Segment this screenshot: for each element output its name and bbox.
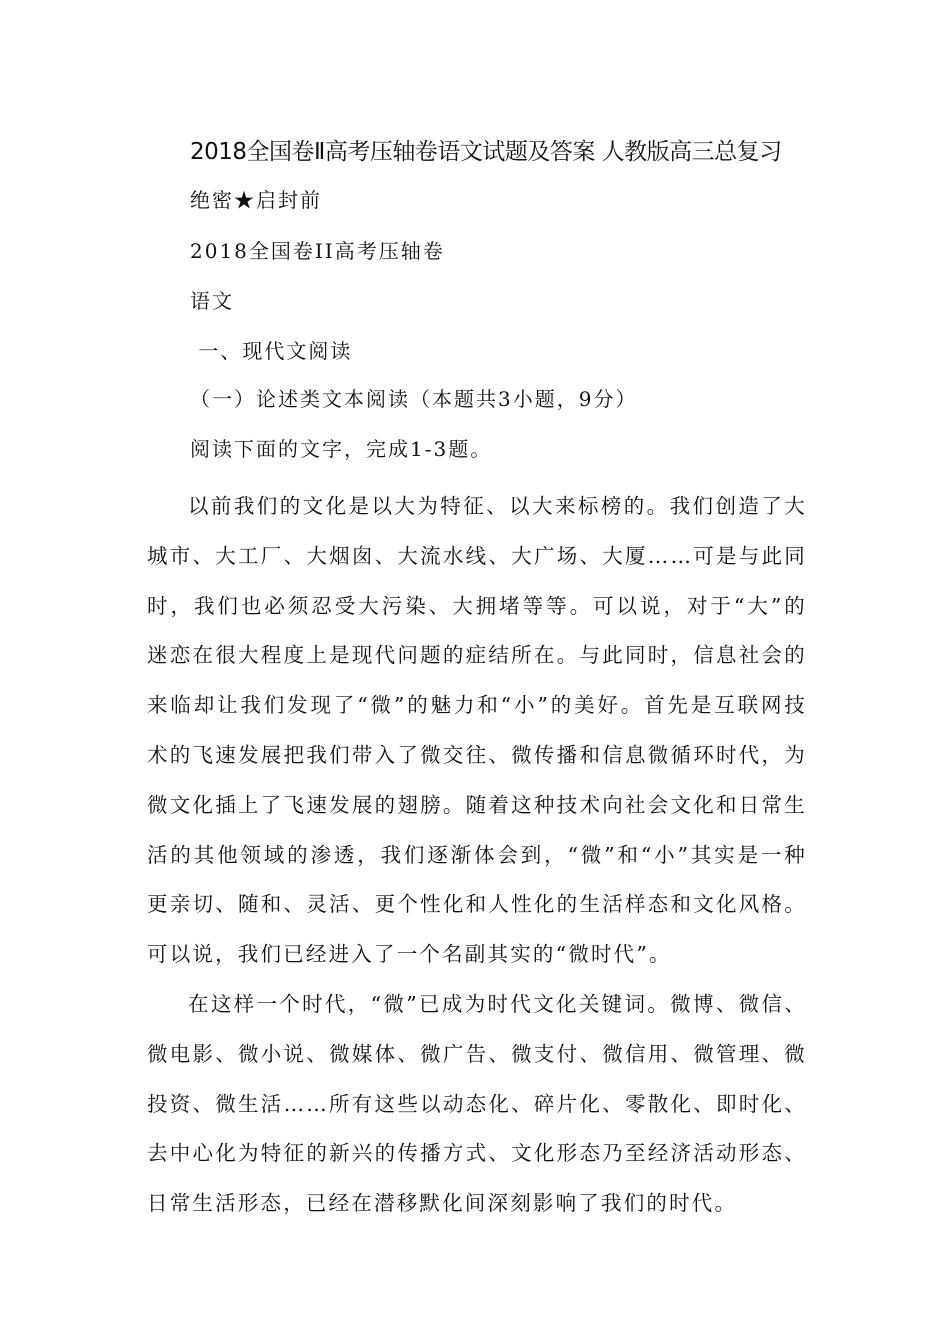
confidential-label: 绝密★启封前 [190, 188, 322, 212]
subsection-heading: （一）论述类文本阅读（本题共3小题，9分） [190, 387, 638, 411]
passage-paragraph: 以前我们的文化是以大为特征、以大来标榜的。我们创造了大城市、大工厂、大烟囱、大流水线、大广场、大厦……可是与此同时，我们也必须忍受大污染、大拥堵等等。可以说，对于“大”的迷恋在很大程度上是现代问题的症结所在。与此同时，信息社会的来临却让我们发现了“微”的魅力和“小”的美好。首先是互联网技术的飞速发展把我们带入了微交往、微传播和信息微循环时代，为微文化插上了飞速发展的翅膀。随着这种技术向社会文化和日常生活的其他领域的渗透，我们逐渐体会到，“微”和“小”其实是一种更亲切、随和、灵活、更个性化和人性化的生活样态和文化风格。可以说，我们已经进入了一个名副其实的“微时代”。 [147, 494, 807, 967]
document-title: 2018全国卷Ⅱ高考压轴卷语文试题及答案 人教版高三总复习 [190, 139, 782, 165]
reading-instruction: 阅读下面的文字，完成1-3题。 [190, 437, 493, 461]
section-heading: 一、现代文阅读 [190, 339, 353, 363]
passage-body [147, 482, 807, 1229]
exam-name: 2018全国卷II高考压轴卷 [190, 239, 445, 263]
subject-label: 语文 [190, 289, 234, 313]
passage-paragraph: 在这样一个时代，“微”已成为时代文化关键词。微博、微信、微电影、微小说、微媒体、微广告、微支付、微信用、微管理、微投资、微生活……所有这些以动态化、碎片化、零散化、即时化、去中心化为特征的新兴的传播方式、文化形态乃至经济活动形态、日常生活形态，已经在潜移默化间深刻影响了我们的时代。 [147, 991, 807, 1216]
